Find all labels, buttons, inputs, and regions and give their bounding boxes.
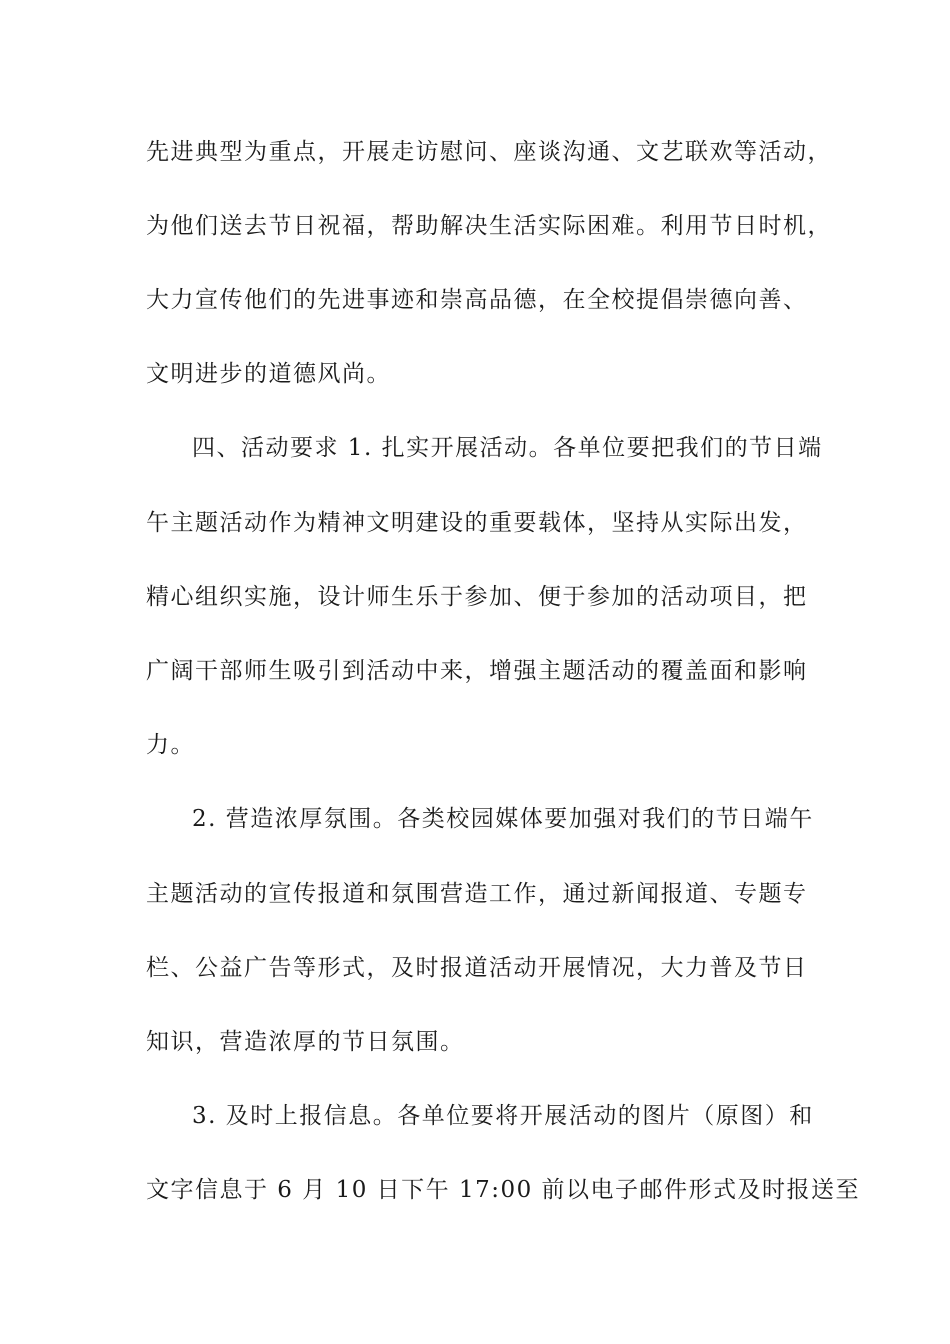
- paragraph-line: 力。: [146, 732, 195, 758]
- paragraph-line: 文明进步的道德风尚。: [146, 361, 391, 387]
- paragraph-line: 文字信息于 6 月 10 日下午 17:00 前以电子邮件形式及时报送至: [146, 1177, 861, 1203]
- paragraph-line: 先进典型为重点，开展走访慰问、座谈沟通、文艺联欢等活动，: [146, 139, 832, 165]
- paragraph-line: 栏、公益广告等形式，及时报道活动开展情况，大力普及节日: [146, 955, 808, 981]
- paragraph-line: 3. 及时上报信息。各单位要将开展活动的图片（原图）和: [192, 1103, 814, 1129]
- paragraph-line: 为他们送去节日祝福，帮助解决生活实际困难。利用节日时机，: [146, 213, 832, 239]
- paragraph-line: 大力宣传他们的先进事迹和崇高品德，在全校提倡崇德向善、: [146, 287, 808, 313]
- paragraph-line: 2. 营造浓厚氛围。各类校园媒体要加强对我们的节日端午: [192, 806, 814, 832]
- paragraph-line: 主题活动的宣传报道和氛围营造工作，通过新闻报道、专题专: [146, 881, 808, 907]
- paragraph-line: 广阔干部师生吸引到活动中来，增强主题活动的覆盖面和影响: [146, 658, 808, 684]
- paragraph-line: 精心组织实施，设计师生乐于参加、便于参加的活动项目，把: [146, 584, 808, 610]
- section-heading-line: 四、活动要求 1. 扎实开展活动。各单位要把我们的节日端: [192, 435, 823, 461]
- paragraph-line: 知识，营造浓厚的节日氛围。: [146, 1029, 465, 1055]
- paragraph-line: 午主题活动作为精神文明建设的重要载体，坚持从实际出发，: [146, 510, 808, 536]
